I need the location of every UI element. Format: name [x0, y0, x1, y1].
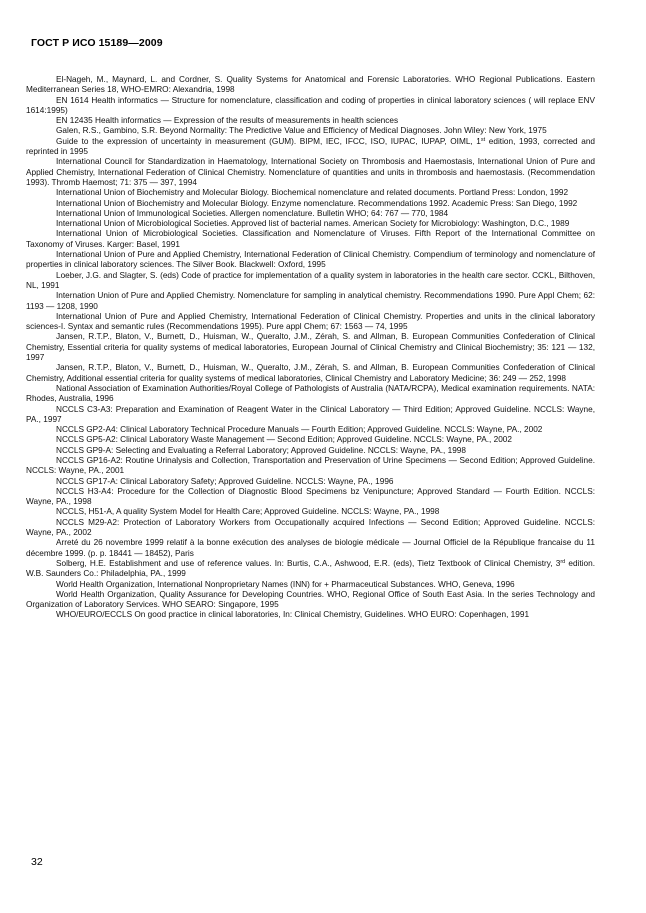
- reference-entry: International Union of Immunological Societies. Allergen nomenclature. Bulletin WHO; 64: 767 — 770, 1984: [56, 208, 449, 218]
- reference-entry: Internation Union of Pure and Applied Chemistry. Nomenclature for sampling in analytical chemistry. Recommendations 1990. Pure Appl Chem; 62: 1193 — 1208, 1990: [26, 291, 595, 311]
- reference-entry: International Union of Biochemistry and Molecular Biology. Biochemical nomenclature and related documents. Portland Press: London, 1992: [56, 188, 569, 198]
- reference-entry: NCCLS GP16-A2: Routine Urinalysis and Collection, Transportation and Preservation of Urine Specimens — Second Edition; Approved Guideline. NCCLS: Wayne, PA., 2001: [26, 455, 595, 476]
- running-header: ГОСТ Р ИСО 15189—2009: [31, 37, 163, 49]
- reference-entry: NCCLS C3-A3: Preparation and Examination of Reagent Water in the Clinical Laboratory — Third Edition; Approved Guideline. NCCLS: Wayne, PA., 1997: [26, 404, 595, 424]
- reference-entry: Loeber, J.G. and Slagter, S. (eds) Code of practice for implementation of a quality system in laboratories in the health care sector. CCKL, Bilthoven, NL, 1991: [26, 270, 595, 290]
- reference-entry: World Health Organization, International Nonproprietary Names (INN) for + Pharmaceutical Substances. WHO, Geneva, 1996: [56, 579, 515, 589]
- reference-entry: International Union of Biochemistry and Molecular Biology. Enzyme nomenclature. Recommendations 1992. Academic Press: San Diego, 1992: [56, 198, 578, 208]
- page-number: 32: [31, 856, 43, 868]
- reference-entry: Guide to the expression of uncertainty in measurement (GUM). BIPM, IEC, IFCC, ISO, IUPAC, IUPAP, OIML, 1st edition, 1993, corrected and reprinted in 1995: [26, 136, 595, 157]
- reference-entry: NCCLS GP2-A4: Clinical Laboratory Technical Procedure Manuals — Fourth Edition; Approved Guideline. NCCLS: Wayne, PA., 2002: [56, 425, 543, 435]
- reference-entry: El-Nageh, M., Maynard, L. and Cordner, S. Quality Systems for Anatomical and Forensic Laboratories. WHO Regional Publications. Eastern Mediterranean Series 18, WHO-EMRO: Alexandria, 1998: [26, 75, 595, 95]
- reference-entry: International Union of Microbiological Societies. Classification and Nomenclature of Viruses. Fifth Report of the International Committee on Taxonomy of Viruses. Karger: Basel, 1991: [26, 229, 595, 249]
- reference-entry: NCCLS H3-A4: Procedure for the Collection of Diagnostic Blood Specimens bz Venipuncture; Approved Standard — Fourth Edition. NCCLS: Wayne, PA., 1998: [26, 486, 595, 507]
- reference-entry: Jansen, R.T.P., Blaton, V., Burnett, D., Huisman, W., Queralto, J.M., Zérah, S. and Allman, B. European Communities Confederation of Clinical Chemistry, Additional essential criteria for quality systems of medical laboratories, Clinical Chemistry and Laboratory Medicine; 36: 249 — 252, 1998: [26, 363, 595, 383]
- reference-entry: Jansen, R.T.P., Blaton, V., Burnett, D., Huisman, W., Queralto, J.M., Zérah, S. and Allman, B. European Communities Confederation of Clinical Chemistry, Essential criteria for quality systems of medical laboratories, European Journal of Clinical Chemistry and Clinical Biochemistry; 35: 121 — 132, 1997: [26, 332, 595, 363]
- reference-entry: EN 1614 Health informatics — Structure for nomenclature, classification and coding of properties in clinical laboratory sciences ( will replace ENV 1614:1995): [26, 95, 595, 115]
- reference-entry: NCCLS, H51-A, A quality System Model for Health Care; Approved Guideline. NCCLS: Wayne, PA., 1998: [56, 507, 440, 517]
- ordinal-superscript: rd: [560, 558, 566, 565]
- reference-entry: World Health Organization, Quality Assurance for Developing Countries. WHO, Regional Office of South East Asia. In the series Technology and Organization of Laboratory Services. WHO SEARO: Singapore, 1995: [26, 589, 595, 610]
- reference-entry: International Union of Pure and Applied Chemistry, International Federation of Clinical Chemistry. Compendium of terminology and nomenclature of properties in clinical laboratory sciences. The Silver Book. Blackwell: Oxford, 1995: [26, 250, 595, 270]
- reference-entry: Solberg, H.E. Establishment and use of reference values. In: Burtis, C.A., Ashwood, E.R. (eds), Tietz Textbook of Clinical Chemistry, 3rd edition. W.B. Saunders Co.: Philadelphia, PA., 1999: [26, 558, 595, 579]
- reference-entry: National Association of Examination Authorities/Royal College of Pathologists of Australia (NATA/RCPA), Medical examination requirements. NATA: Rhodes, Australia, 1996: [26, 383, 595, 404]
- ordinal-superscript: st: [480, 136, 486, 143]
- reference-entry: International Council for Standardization in Haematology, International Society on Thrombosis and Haemostasis, International Union of Pure and Applied Chemistry, International Federation of Clinical Chemistry. Nomenclature of quantities and units in thrombosis and haemostasis. (Recommendation 1993). Thromb Haemost; 71: 375 — 397, 1994: [26, 157, 595, 187]
- reference-entry: International Union of Pure and Applied Chemistry, International Federation of Clinical Chemistry. Properties and units in the clinical laboratory sciences-I. Syntax and semantic rules (Recommendations 1995). Pure appl Chem; 67: 1563 — 74, 1995: [26, 311, 595, 332]
- bibliography-list: [26, 75, 595, 621]
- reference-entry: NCCLS GP5-A2: Clinical Laboratory Waste Management — Second Edition; Approved Guideline. NCCLS: Wayne, PA., 2002: [56, 435, 512, 445]
- reference-entry: NCCLS M29-A2: Protection of Laboratory Workers from Occupationally acquired Infections — Second Edition; Approved Guideline. NCCLS: Wayne, PA., 2002: [26, 517, 595, 538]
- reference-entry: Arrеté du 26 novembre 1999 relatif à la bonne exécution des analyses de biologie médicale — Journal Officiel de la République francaise du 11 décembre 1999. (p. p. 18441 — 18452), Paris: [26, 538, 595, 558]
- reference-entry: Galen, R.S., Gambino, S.R. Beyond Normality: The Predictive Value and Efficiency of Medical Diagnoses. John Wiley: New York, 1975: [56, 126, 547, 136]
- reference-entry: NCCLS GP17-A: Clinical Laboratory Safety; Approved Guideline. NCCLS: Wayne, PA., 1996: [56, 476, 394, 486]
- reference-entry: EN 12435 Health informatics — Expression of the results of measurements in health sciences: [56, 116, 399, 126]
- reference-entry: WHO/EURO/ECCLS On good practice in clinical laboratories, In: Clinical Chemistry, Guidelines. WHO EURO: Copenhagen, 1991: [56, 610, 530, 620]
- reference-entry: International Union of Microbiological Societies. Approved list of bacterial names. American Society for Microbiology: Washington, D.C., 1989: [56, 219, 570, 229]
- reference-entry: NCCLS GP9-A: Selecting and Evaluating a Referral Laboratory; Approved Guideline. NCCLS: Wayne, PA., 1998: [56, 445, 466, 455]
